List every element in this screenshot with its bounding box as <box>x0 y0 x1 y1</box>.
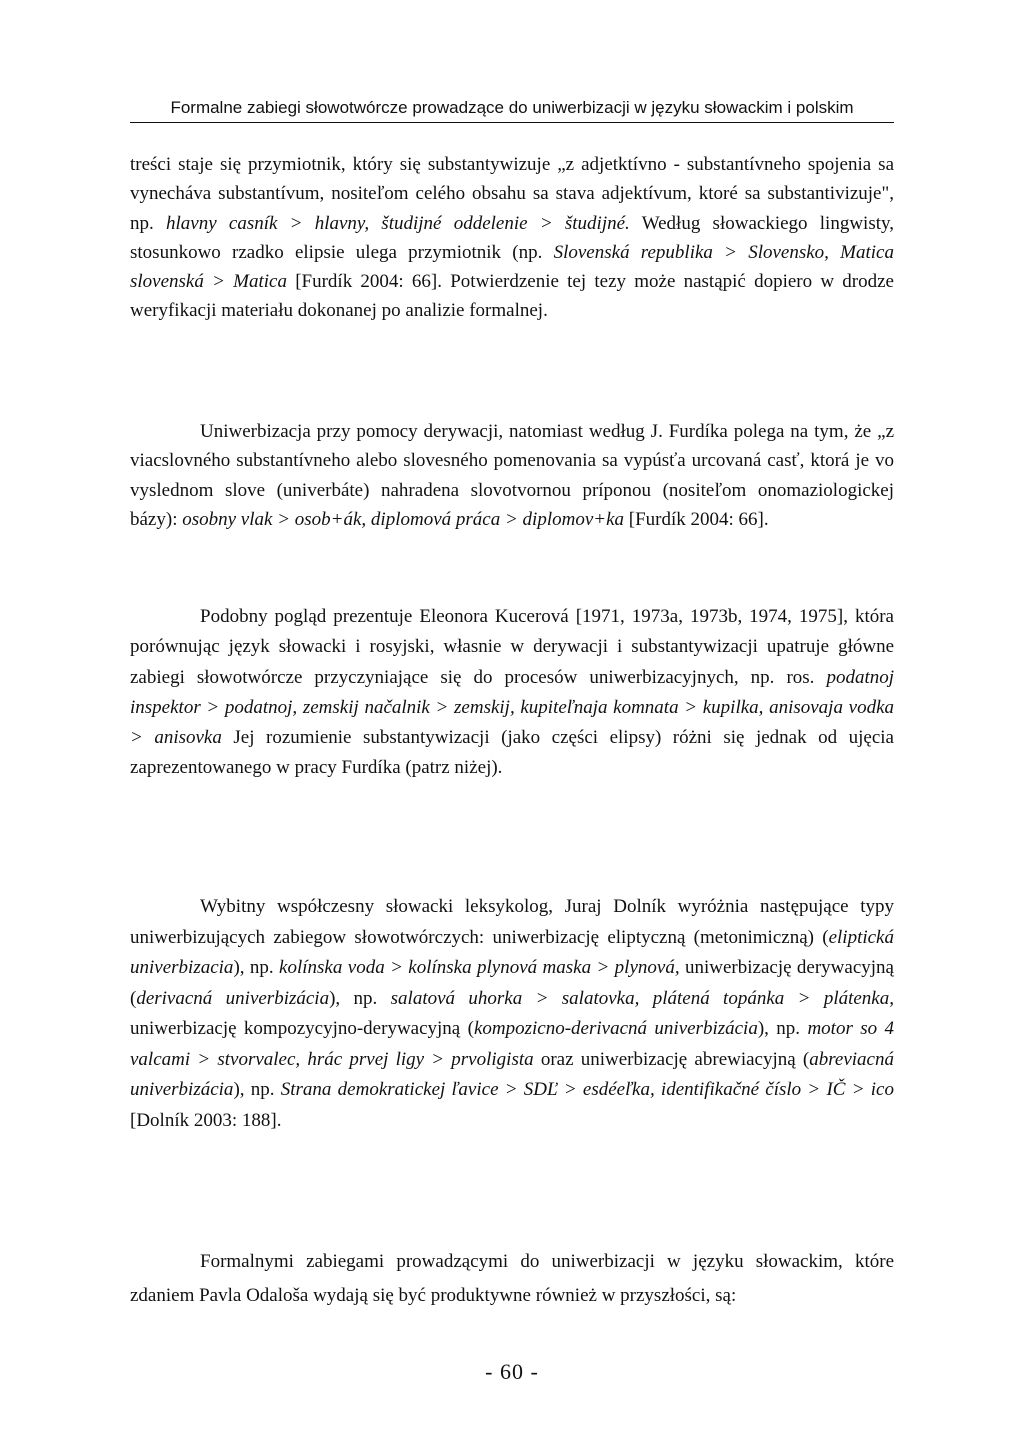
page-number: - 60 - <box>485 1359 539 1384</box>
paragraph-3 <box>130 602 894 784</box>
p4-term-2: derivacná univerbizácia <box>136 987 330 1009</box>
p1-text-3: [Furdík 2004: 66]. Potwierdzenie tej tezy może nastąpić dopiero w drodze weryfikacji materiału dokonanej po analizie formalnej. <box>130 271 894 322</box>
p2-text-2: [Furdík 2004: 66]. <box>624 508 769 530</box>
p4-example-1: kolínska voda > kolínska plynová maska > plynová, <box>279 957 680 978</box>
p4-term-3: kompozicno-derivacná univerbizácia <box>473 1018 758 1039</box>
running-header: Formalne zabiegi słowotwórcze prowadzące do uniwerbizacji w języku słowackim i polskim <box>170 98 854 117</box>
paragraph-2 <box>130 417 894 534</box>
paragraph-1 <box>130 150 894 326</box>
p3-example-1: podatnoj inspektor > podatnoj, zemskij načalnik > zemskij, kupiteľnaja komnata > kupilka, anisovaja vodka > anisovka <box>130 666 894 749</box>
p1-example-1: hlavny casník > hlavny, študijné oddelenie > študijné. <box>166 212 630 234</box>
p1-text-1: treści staje się przymiotnik, który się substantywizuje „z adjetktívno - substantívneho spojenia sa vynecháva substantívum, nositeľom celého obsahu sa stava adjektívum, ktoré sa substantivizuje", np. <box>130 154 894 234</box>
p4-example-2: salatová uhorka > salatovka, plátená topánka > plátenka, <box>390 987 894 1009</box>
p3-text-1: Podobny pogląd prezentuje Eleonora Kucerová [1971, 1973a, 1973b, 1974, 1975], która porównując język słowacki i rosyjski, własnie w derywacji i substantywizacji upatruje główne zabiegi słowotwórcze przyczyniające się do procesów uniwerbizacyjnych, np. ros. <box>130 606 894 688</box>
p4-text-8: ), np. <box>233 1079 281 1100</box>
p4-text-9: [Dolník 2003: 188]. <box>130 1109 282 1131</box>
p4-term-1: eliptická univerbizacia <box>130 926 894 978</box>
p4-text-7: oraz uniwerbizację abrewiacyjną ( <box>533 1048 810 1070</box>
p4-text-4: ), np. <box>329 987 391 1009</box>
p4-text-3: uniwerbizację derywacyjną ( <box>130 957 894 1009</box>
p4-text-2: ), np. <box>233 957 280 978</box>
p3-text-2: Jej rozumienie substantywizacji (jako części elipsy) różni się jednak od ujęcia zaprezentowanego w pracy Furdíka (patrz niżej). <box>130 727 894 779</box>
p1-example-2: Slovenská republika > Slovensko, Matica slovenská > Matica <box>130 241 894 293</box>
p4-text-6: ), np. <box>757 1018 808 1039</box>
p4-term-4: abreviacná univerbizácia <box>130 1048 894 1100</box>
p1-text-2: Według słowackiego lingwisty, stosunkowo rzadko elipsie ulega przymiotnik (np. <box>130 212 895 263</box>
p2-text-1: Uniwerbizacja przy pomocy derywacji, natomiast według J. Furdíka polega na tym, że „z viacslovného substantívneho alebo slovesného pomenovania sa vypúsťa urcovaná casť, ktorá je vo vyslednom slove (univerbáte) nahradena slovotvornou príponou (nositeľom onomaziologickej bázy): <box>130 421 894 530</box>
paragraph-4 <box>130 892 894 1136</box>
p4-example-4: Strana demokratickej ľavice > SDĽ > esdéeľka, identifikačné číslo > IČ > ico <box>280 1079 894 1100</box>
p4-example-3: motor so 4 valcami > stvorvalec, hrác prvej ligy > prvoligista <box>130 1018 895 1070</box>
p2-example-1: osobny vlak > osob+ák, diplomová práca > diplomov+ka <box>182 508 625 530</box>
header-rule <box>130 122 894 123</box>
p4-text-1: Wybitny współczesny słowacki leksykolog, Juraj Dolník wyróżnia następujące typy uniwerbizujących zabiegow słowotwórczych: uniwerbizację eliptyczną (metonimiczną) ( <box>130 896 894 948</box>
paragraph-5: Formalnymi zabiegami prowadzącymi do uniwerbizacji w języku słowackim, które zdaniem Pavla Odaloša wydają się być produktywne również w przyszłości, są: <box>130 1251 894 1306</box>
p4-text-5: uniwerbizację kompozycyjno-derywacyjną ( <box>130 1018 474 1039</box>
